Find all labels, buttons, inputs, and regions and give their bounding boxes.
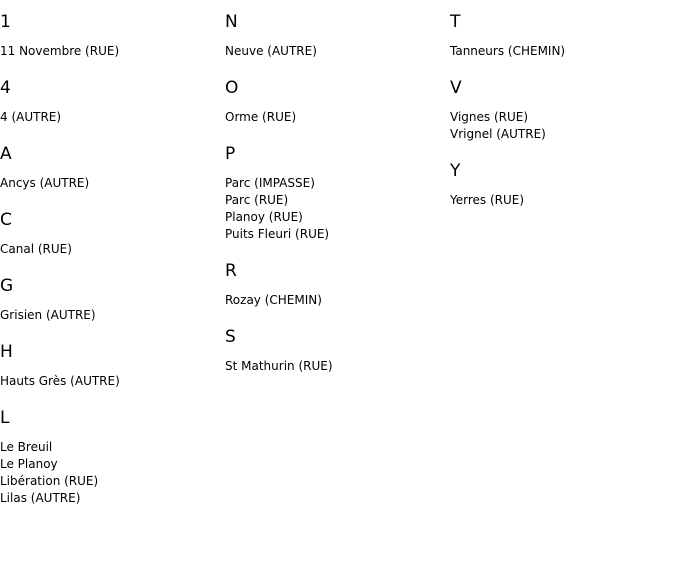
letter-heading: 4 [0, 78, 11, 98]
letter-heading: G [0, 276, 14, 296]
letter-group-p [225, 143, 445, 243]
letter-heading: 1 [0, 12, 11, 32]
street-index-column-2 [225, 11, 445, 392]
letter-group-a [0, 143, 220, 192]
letter-group-n [225, 11, 445, 60]
letter-heading: A [0, 144, 12, 164]
street-index-column-3 [450, 11, 670, 226]
letter-group-l [0, 407, 220, 507]
letter-group-g [0, 275, 220, 324]
street-link[interactable]: Parc (IMPASSE) [225, 176, 315, 190]
street-link[interactable]: Tanneurs (CHEMIN) [450, 44, 566, 58]
letter-group-o [225, 77, 445, 126]
letter-heading: Y [450, 161, 461, 181]
letter-heading: O [225, 78, 239, 98]
street-link[interactable]: Ancys (AUTRE) [0, 176, 90, 190]
letter-heading: L [0, 408, 10, 428]
letter-group-1 [0, 11, 220, 60]
street-link[interactable]: Hauts Grès (AUTRE) [0, 374, 120, 388]
street-link[interactable]: Planoy (RUE) [225, 210, 303, 224]
street-link[interactable]: Libération (RUE) [0, 474, 99, 488]
letter-heading: R [225, 261, 237, 281]
letter-group-t [450, 11, 670, 60]
street-link[interactable]: Le Planoy [0, 457, 58, 471]
street-link[interactable]: Grisien (AUTRE) [0, 308, 96, 322]
street-link[interactable]: 4 (AUTRE) [0, 110, 62, 124]
letter-heading: C [0, 210, 12, 230]
street-link[interactable]: Parc (RUE) [225, 193, 289, 207]
letter-heading: P [225, 144, 236, 164]
letter-group-h [0, 341, 220, 390]
letter-group-4 [0, 77, 220, 126]
street-link[interactable]: Neuve (AUTRE) [225, 44, 317, 58]
street-link[interactable]: 11 Novembre (RUE) [0, 44, 120, 58]
letter-group-y [450, 160, 670, 209]
letter-heading: H [0, 342, 13, 362]
street-link[interactable]: Le Breuil [0, 440, 53, 454]
street-link[interactable]: Lilas (AUTRE) [0, 491, 81, 505]
letter-heading: V [450, 78, 462, 98]
letter-heading: S [225, 327, 236, 347]
street-link[interactable]: Vrignel (AUTRE) [450, 127, 546, 141]
letter-group-r [225, 260, 445, 309]
letter-group-v [450, 77, 670, 143]
street-link[interactable]: Rozay (CHEMIN) [225, 293, 322, 307]
street-link[interactable]: Orme (RUE) [225, 110, 297, 124]
letter-heading: N [225, 12, 238, 32]
street-link[interactable]: Yerres (RUE) [450, 193, 525, 207]
street-index-column-1 [0, 11, 220, 524]
letter-group-c [0, 209, 220, 258]
street-link[interactable]: Puits Fleuri (RUE) [225, 227, 330, 241]
letter-heading: T [450, 12, 461, 32]
street-link[interactable]: Canal (RUE) [0, 242, 72, 256]
street-link[interactable]: St Mathurin (RUE) [225, 359, 333, 373]
street-link[interactable]: Vignes (RUE) [450, 110, 529, 124]
letter-group-s [225, 326, 445, 375]
